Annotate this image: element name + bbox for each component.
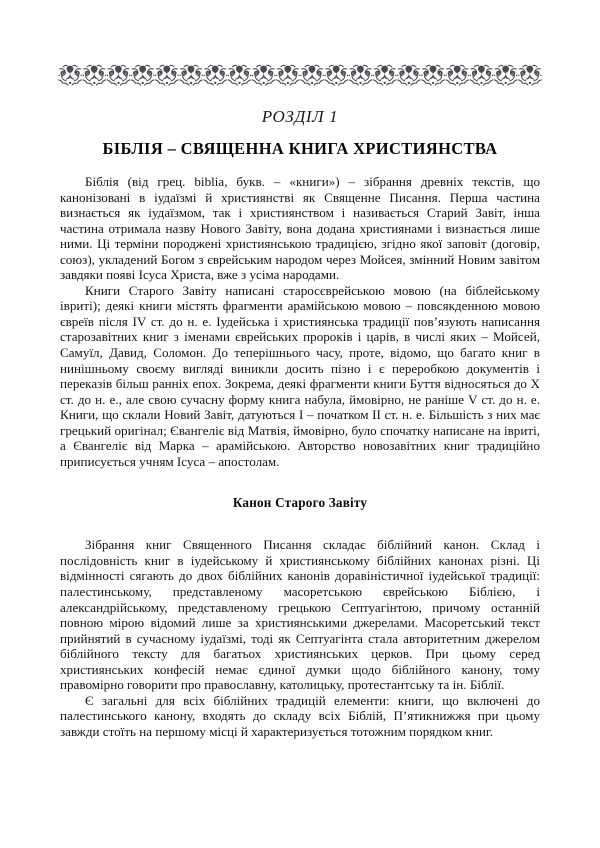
spacer-above-subtitle — [60, 469, 540, 495]
section-subtitle: Канон Старого Завіту — [232, 495, 368, 511]
paragraph-4: Є загальні для всіх біблійних традицій елементи: книги, що включені до палестинського канону, входять до складу всіх Біблій, П’ятикнижжя при цьому завжди стоїть на першому місці й характеризується тотожним порядком книг. — [60, 692, 540, 739]
decorative-border-ornament — [58, 63, 542, 88]
page-title: БІБЛІЯ – СВЯЩЕННА КНИГА ХРИСТИЯНСТВА — [102, 139, 498, 158]
paragraph-2: Книги Старого Завіту написані старосєврейською мовою (на біблейському івриті); деякі книги містять фрагменти арамійською мовою – повсякденною мовою євреїв після IV ст. до н. е. Іудейська і християнська традиції пов’язують написання старозавітних книг з іменами єврейських пророків і царів, в числі яких – Мойсей, Самуїл, Давид, Соломон. До теперішнього часу, проте, відомо, що багато книг в нинішньому своєму вигляді виникли досить пізно і є переробкою документів і переказів більш ранніх епох. Зокрема, деякі фрагменти книги Буття відносяться до X ст. до н. е., але свою сучасну форму книга набула, ймовірно, не раніше V ст. до н. е. Книги, що склали Новий Завіт, датуються I – початком II ст. н. е. Більшість з них має грецький оригінал; Євангеліє від Матвія, ймовірно, було спочатку написане на івриті, а Євангеліє від Марка – арамійською. Авторство новозавітних книг традиційно приписується учням Ісуса – апостолам. — [60, 282, 540, 469]
paragraph-3: Зібрання книг Священного Писання складає біблійний канон. Склад і послідовність книг в іудейському й християнському біблійних канонах різні. Ці відмінності сягають до двох біблійних канонів доравіністичної іудейської традиції: палестинському, представленому масоретською єврейською Біблією, і александрійському, представленому грецькою Септуагінтою, причому останній повною мірою відомий лише за християнськими джерелами. Масоретський текст прийнятий в сучасному іудаїзмі, тоді як Септуагінта стала авторитетним джерелом біблійного тексту для багатьох християнських церков. При цьому серед християнських конфесій немає єдиної думки щодо біблійного канону, тому правомірно говорити про православну, католицьку, протестантську та ін. Біблії. — [60, 537, 540, 693]
spacer-below-subtitle — [60, 511, 540, 537]
paragraph-1: Біблія (від грец. biblia, букв. – «книги») – зібрання древніх текстів, що канонізовані в іудаїзмі й християнстві як Священне Писання. Перша частина визнається як іудаїзмом, так і християнством і називається Старий Завіт, інша частина отримала назву Нового Завіту, вона додана християнами і визнається лише ними. Ці терміни породжені християнською традицією, згідно якої заповіт (договір, союз), укладений Богом з єврейським народом через Мойсея, змінний Новим завітом завдяки появі Ісуса Христа, вже з усіма народами. — [60, 174, 540, 283]
body-text-column — [60, 174, 540, 740]
arabesque-ornament-icon — [58, 63, 542, 88]
chapter-label: РОЗДІЛ 1 — [261, 107, 339, 126]
